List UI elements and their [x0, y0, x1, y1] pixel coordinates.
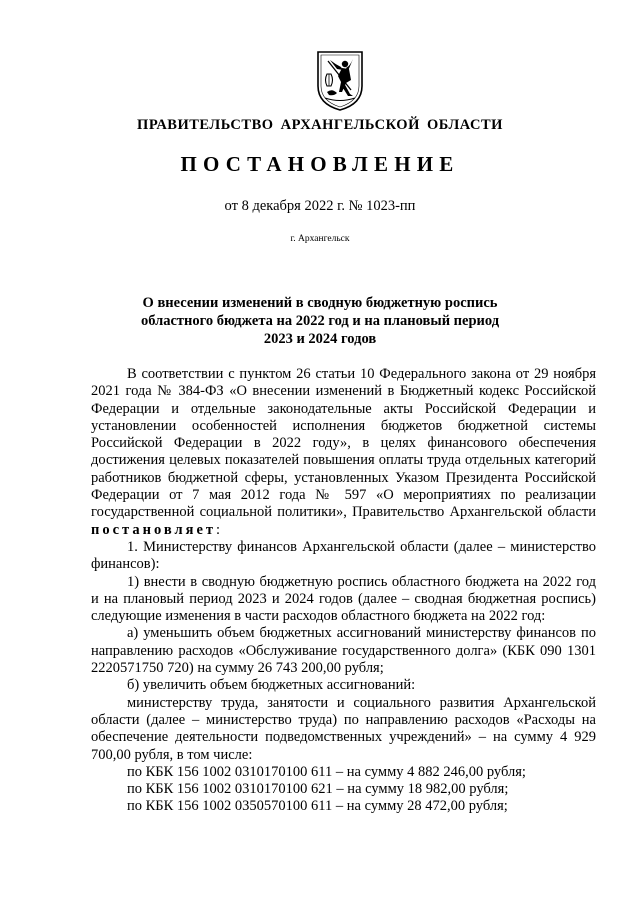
coat-of-arms-emblem	[315, 50, 365, 112]
resolves-punct: :	[216, 521, 221, 538]
paragraph: министерству труда, занятости и социального развития Архангельской области (далее – министерство труда) по направлению расходов «Расходы на обеспечение деятельности подведомственных учреждений» – на сумму 4 929 700,00 рубля, в том числе:	[91, 694, 596, 763]
document-subject	[0, 294, 640, 348]
city-name: г. Архангельск	[290, 234, 350, 244]
document-body	[91, 366, 596, 816]
preamble-paragraph	[91, 366, 596, 539]
paragraph: 1) внести в сводную бюджетную роспись областного бюджета на 2022 год и на плановый период 2023 и 2024 годов (далее – сводная бюджетная роспись) следующие изменения в части расходов областного бюджета на 2022 год:	[91, 573, 596, 625]
kbk-line: по КБК 156 1002 0310170100 611 – на сумму 4 882 246,00 рубля;	[127, 763, 526, 780]
subject-line: О внесении изменений в сводную бюджетную роспись	[142, 295, 498, 311]
resolves-word: постановляет	[91, 521, 217, 538]
kbk-line: по КБК 156 1002 0350570100 611 – на сумму 28 472,00 рубля;	[127, 798, 508, 815]
subject-line: 2023 и 2024 годов	[263, 331, 377, 347]
paragraph: а) уменьшить объем бюджетных ассигнований министерству финансов по направлению расходов «Обслуживание государственного долга» (КБК 090 1301 2220571750 720) на сумму 26 743 200,00 рубля;	[91, 625, 596, 677]
document-type-title: ПОСТАНОВЛЕНИЕ	[180, 152, 460, 176]
date-and-number: от 8 декабря 2022 г. № 1023-пп	[224, 198, 416, 214]
preamble-text: В соответствии с пунктом 26 статьи 10 Федерального закона от 29 ноября 2021 года № 384-ФЗ «О внесении изменений в Бюджетный кодекс Российской Федерации и отдельные законодательные акты Российской Федерации и установлении особенностей исполнения бюджетов бюджетной системы Российской Федерации в 2022 году», в целях финансового обеспечения достижения целевых показателей повышения оплаты труда отдельных категорий работников бюджетной сферы, установленных Указом Президента Российской Федерации от 7 мая 2012 года № 597 «О мероприятиях по реализации государственной социальной политики», Правительство Архангельской области	[91, 366, 596, 521]
kbk-line: по КБК 156 1002 0310170100 621 – на сумму 18 982,00 рубля;	[127, 781, 509, 798]
paragraph: 1. Министерству финансов Архангельской области (далее – министерство финансов):	[91, 538, 596, 573]
paragraph: б) увеличить объем бюджетных ассигнований:	[127, 677, 416, 694]
government-name: ПРАВИТЕЛЬСТВО АРХАНГЕЛЬСКОЙ ОБЛАСТИ	[137, 117, 503, 133]
subject-line: областного бюджета на 2022 год и на плановый период	[140, 313, 500, 329]
